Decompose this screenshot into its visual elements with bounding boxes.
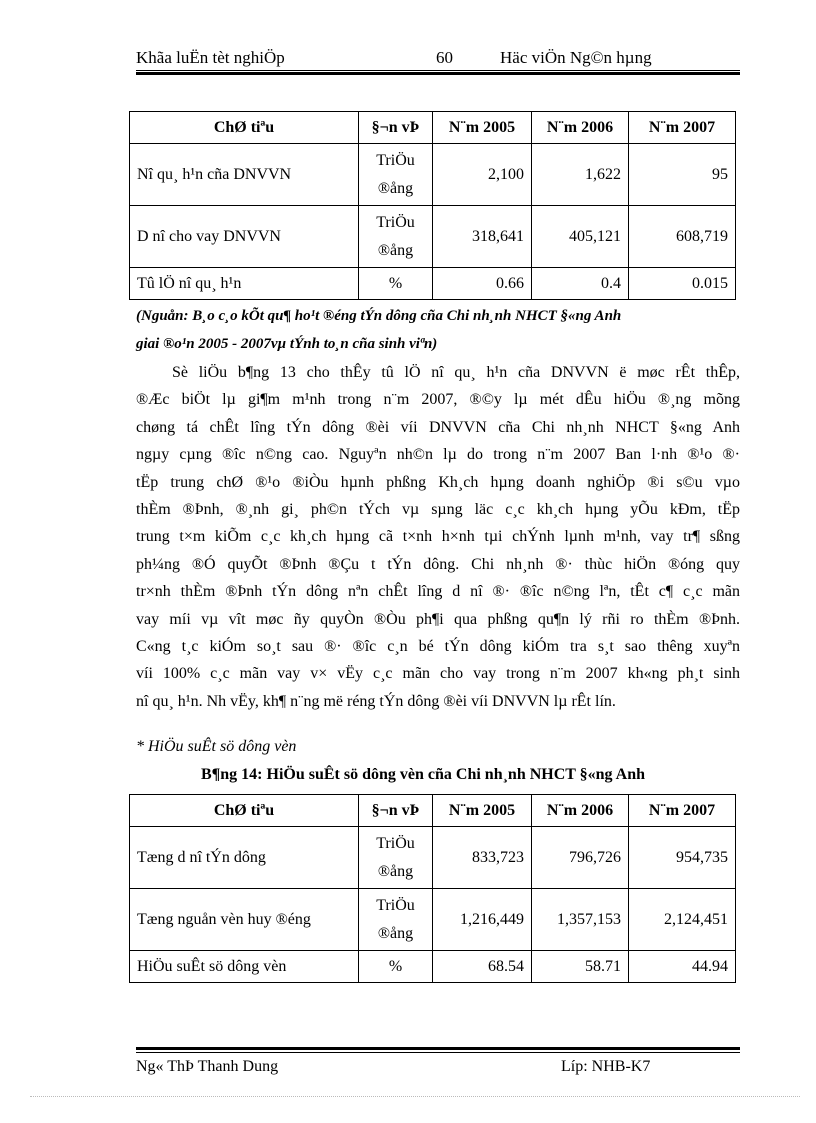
value-2006: 405,121 xyxy=(532,206,629,268)
paragraph-line: tr×nh thÈm ®Þnh tÝn dông nªn chÊt lîng d nî ®· ®îc n©ng lªn, tÊt c¶ c¸c mãn xyxy=(136,583,740,601)
row-label: D nî cho vay DNVVN xyxy=(130,206,359,268)
unit-cell: TriÖu ®ång xyxy=(359,889,433,951)
col-header-indicator: ChØ tiªu xyxy=(130,112,359,144)
table-header-row xyxy=(130,112,736,144)
paragraph-line: tËp trung chØ ®¹o ®iÒu hµnh phßng Kh¸ch hµng doanh nghiÖp ®i s©u vµo xyxy=(136,473,740,491)
paragraph-line: C«ng t¸c kiÓm so¸t sau ®· ®îc c¸n bé tÝn dông kiÓm tra s¸t sao thêng xuyªn xyxy=(136,638,740,656)
value-2006: 1,357,153 xyxy=(532,889,629,951)
section-subheading: * HiÖu suÊt sö dông vèn xyxy=(136,738,297,755)
table-header-row xyxy=(130,795,736,827)
footer-author: Ng« ThÞ Thanh Dung xyxy=(136,1058,279,1075)
value-2007: 44.94 xyxy=(629,951,736,983)
col-header-2005: N¨m 2005 xyxy=(433,112,532,144)
value-2005: 0.66 xyxy=(433,268,532,300)
paragraph-line: víi 100% c¸c mãn vay v× vËy c¸c mãn cho vay trong n¨m 2007 kh«ng ph¸t sinh xyxy=(136,665,740,683)
paragraph-line: ngµy cµng ®îc n©ng cao. Nguyªn nh©n lµ do trong n¨m 2007 Ban l·nh ®¹o ®· xyxy=(136,446,740,464)
source-note xyxy=(136,302,740,358)
unit-cell: % xyxy=(359,951,433,983)
col-header-indicator: ChØ tiªu xyxy=(130,795,359,827)
value-2007: 2,124,451 xyxy=(629,889,736,951)
paragraph-line: thÈm ®Þnh, ®¸nh gi¸ ph©n tÝch vµ sµng läc c¸c kh¸ch hµng yÕu kÐm, tËp xyxy=(136,501,740,519)
unit-cell: TriÖu ®ång xyxy=(359,144,433,206)
value-2006: 0.4 xyxy=(532,268,629,300)
header-right: Häc viÖn Ng©n hµng xyxy=(500,48,652,67)
value-2005: 833,723 xyxy=(433,827,532,889)
value-2005: 2,100 xyxy=(433,144,532,206)
unit-cell: TriÖu ®ång xyxy=(359,206,433,268)
paragraph-line: trung t×m kiÕm c¸c kh¸ch hµng cã t×nh h×nh tµi chÝnh lµnh m¹nh, vay tr¶ sßng xyxy=(136,528,740,546)
value-2006: 58.71 xyxy=(532,951,629,983)
col-header-2005: N¨m 2005 xyxy=(433,795,532,827)
table-capital-efficiency xyxy=(129,794,736,983)
paragraph-line: ph¼ng ®Ó quyÕt ®Þnh ®Çu t tÝn dông. Chi nh¸nh ®· thùc hiÖn ®óng quy xyxy=(136,555,740,573)
value-2007: 954,735 xyxy=(629,827,736,889)
paragraph-line: Sè liÖu b¶ng 13 cho thÊy tû lÖ nî qu¸ h¹n cña DNVVN ë møc rÊt thÊp, xyxy=(172,364,740,381)
table-row xyxy=(130,951,736,983)
source-note-line: giai ®o¹n 2005 - 2007vµ tÝnh to¸n cña sinh viªn) xyxy=(136,336,438,352)
value-2006: 796,726 xyxy=(532,827,629,889)
col-header-2006: N¨m 2006 xyxy=(532,112,629,144)
table-row xyxy=(130,827,736,889)
source-note-line: (Nguån: B¸o c¸o kÕt qu¶ ho¹t ®éng tÝn dông cña Chi nh¸nh NHCT §«ng Anh xyxy=(136,308,622,324)
paragraph-line: vay míi vµ vît møc ñy quyÒn ®Òu ph¶i qua phßng qu¶n lý rñi ro thÈm ®Þnh. xyxy=(136,610,740,628)
footer-rule-thin xyxy=(136,1052,740,1053)
table-row xyxy=(130,144,736,206)
value-2007: 0.015 xyxy=(629,268,736,300)
row-label: Tû lÖ nî qu¸ h¹n xyxy=(130,268,359,300)
header-left: Khãa luËn tèt nghiÖp xyxy=(136,48,285,67)
row-label: Nî qu¸ h¹n cña DNVVN xyxy=(130,144,359,206)
row-label: HiÖu suÊt sö dông vèn xyxy=(130,951,359,983)
header-rule-thin xyxy=(136,70,740,71)
value-2005: 1,216,449 xyxy=(433,889,532,951)
value-2007: 95 xyxy=(629,144,736,206)
value-2005: 68.54 xyxy=(433,951,532,983)
col-header-unit: §¬n vÞ xyxy=(359,112,433,144)
page-number: 60 xyxy=(436,48,453,67)
paragraph-line: ®Æc biÖt lµ gi¶m m¹nh trong n¨m 2007, ®©y lµ mét dÊu hiÖu ®¸ng mõng xyxy=(136,391,740,409)
unit-cell: TriÖu ®ång xyxy=(359,827,433,889)
unit-cell: % xyxy=(359,268,433,300)
table-row xyxy=(130,889,736,951)
paragraph-line: nî qu¸ h¹n. Nh vËy, kh¶ n¨ng më réng tÝn dông ®èi víi DNVVN lµ rÊt lín. xyxy=(136,692,616,710)
col-header-2007: N¨m 2007 xyxy=(629,795,736,827)
table-npl-ratio xyxy=(129,111,736,300)
row-label: Tæng nguån vèn huy ®éng xyxy=(130,889,359,951)
col-header-2006: N¨m 2006 xyxy=(532,795,629,827)
footer-rule-thick xyxy=(136,1047,740,1050)
table2-title: B¶ng 14: HiÖu suÊt sö dông vèn cña Chi nh¸nh NHCT §«ng Anh xyxy=(200,766,646,783)
footer-class: Líp: NHB-K7 xyxy=(561,1058,651,1075)
row-label: Tæng d nî tÝn dông xyxy=(130,827,359,889)
table-row xyxy=(130,206,736,268)
value-2005: 318,641 xyxy=(433,206,532,268)
value-2007: 608,719 xyxy=(629,206,736,268)
col-header-2007: N¨m 2007 xyxy=(629,112,736,144)
col-header-unit: §¬n vÞ xyxy=(359,795,433,827)
paragraph-line: chøng tá chÊt lîng tÝn dông ®èi víi DNVVN cña Chi nh¸nh NHCT §«ng Anh xyxy=(136,418,740,436)
table-row xyxy=(130,268,736,300)
body-paragraph xyxy=(136,359,740,715)
value-2006: 1,622 xyxy=(532,144,629,206)
page-bottom-dotted-rule xyxy=(30,1096,800,1097)
header-rule-thick xyxy=(136,72,740,75)
